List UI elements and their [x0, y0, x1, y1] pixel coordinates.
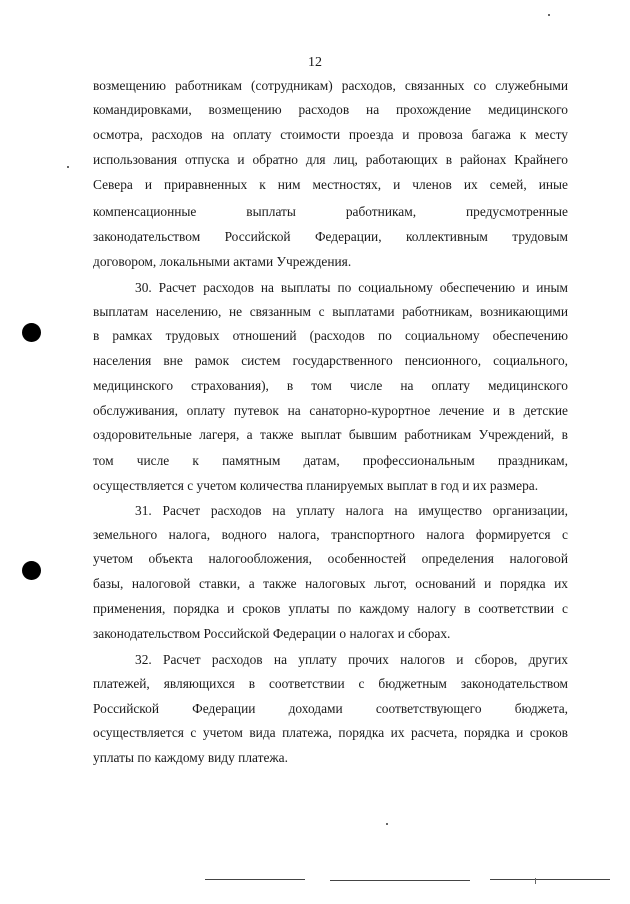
paragraph-30-first-line: 30. Расчет расходов на выплаты по социальному обеспечению и иным — [135, 280, 568, 295]
text-line: платежей, являющихся в соответствии с бюджетным законодательством — [93, 676, 568, 691]
text-line: договором, локальными актами Учреждения. — [93, 254, 352, 269]
text-line: применения, порядка и сроков уплаты по каждому налогу в соответствии с — [93, 601, 568, 616]
text-line: базы, налоговой ставки, а также налоговых льгот, оснований и порядка их — [93, 576, 568, 591]
text-line: оздоровительные лагеря, а также выплат бывшим работникам Учреждений, в — [93, 427, 568, 442]
text-line: обслуживания, оплату путевок на санаторно-курортное лечение и в детские — [93, 403, 568, 418]
scan-speck — [386, 823, 388, 825]
text-line: медицинского страхования), в том числе на оплату медицинского — [93, 378, 568, 393]
text-line: выплатам населению, не связанным с выплатами работникам, возникающими — [93, 304, 568, 319]
text-line: компенсационные выплаты работникам, предусмотренные — [93, 204, 568, 219]
scan-speck — [67, 166, 69, 168]
punch-hole — [22, 323, 41, 342]
text-line: командировками, возмещению расходов на прохождение медицинского — [93, 102, 568, 117]
page-number: 12 — [308, 55, 322, 70]
text-line: Российской Федерации доходами соответствующего бюджета, — [93, 701, 568, 716]
text-line: использования отпуска и обратно для лиц, работающих в районах Крайнего — [93, 152, 568, 167]
text-line: осуществляется с учетом вида платежа, порядка их расчета, порядка и сроков — [93, 725, 568, 740]
punch-hole — [22, 561, 41, 580]
text-line: уплаты по каждому виду платежа. — [93, 750, 288, 765]
footer-rule — [490, 879, 610, 880]
text-line: населения вне рамок систем государственного пенсионного, социального, — [93, 353, 568, 368]
scan-speck — [535, 878, 536, 884]
text-line: том числе к памятным датам, профессиональным праздникам, — [93, 453, 568, 468]
text-line: законодательством Российской Федерации о налогах и сборах. — [93, 626, 451, 641]
paragraph-32-first-line: 32. Расчет расходов на уплату прочих налогов и сборов, других — [135, 652, 568, 667]
text-line: возмещению работникам (сотрудникам) расходов, связанных со служебными — [93, 78, 568, 93]
paragraph-31-first-line: 31. Расчет расходов на уплату налога на имущество организации, — [135, 503, 568, 518]
text-line: осмотра, расходов на оплату стоимости проезда и провоза багажа к месту — [93, 127, 568, 142]
text-line: Севера и приравненных к ним местностях, и членов их семей, иные — [93, 177, 568, 192]
footer-rule — [205, 879, 305, 880]
text-line: учетом объекта налогообложения, особенностей определения налоговой — [93, 551, 568, 566]
footer-rule — [330, 880, 470, 881]
text-line: осуществляется с учетом количества планируемых выплат в год и их размера. — [93, 478, 539, 493]
text-line: в рамках трудовых отношений (расходов по социальному обеспечению — [93, 328, 568, 343]
text-line: земельного налога, водного налога, транспортного налога формируется с — [93, 527, 568, 542]
text-line: законодательством Российской Федерации, коллективным трудовым — [93, 229, 568, 244]
scan-speck — [548, 14, 550, 16]
